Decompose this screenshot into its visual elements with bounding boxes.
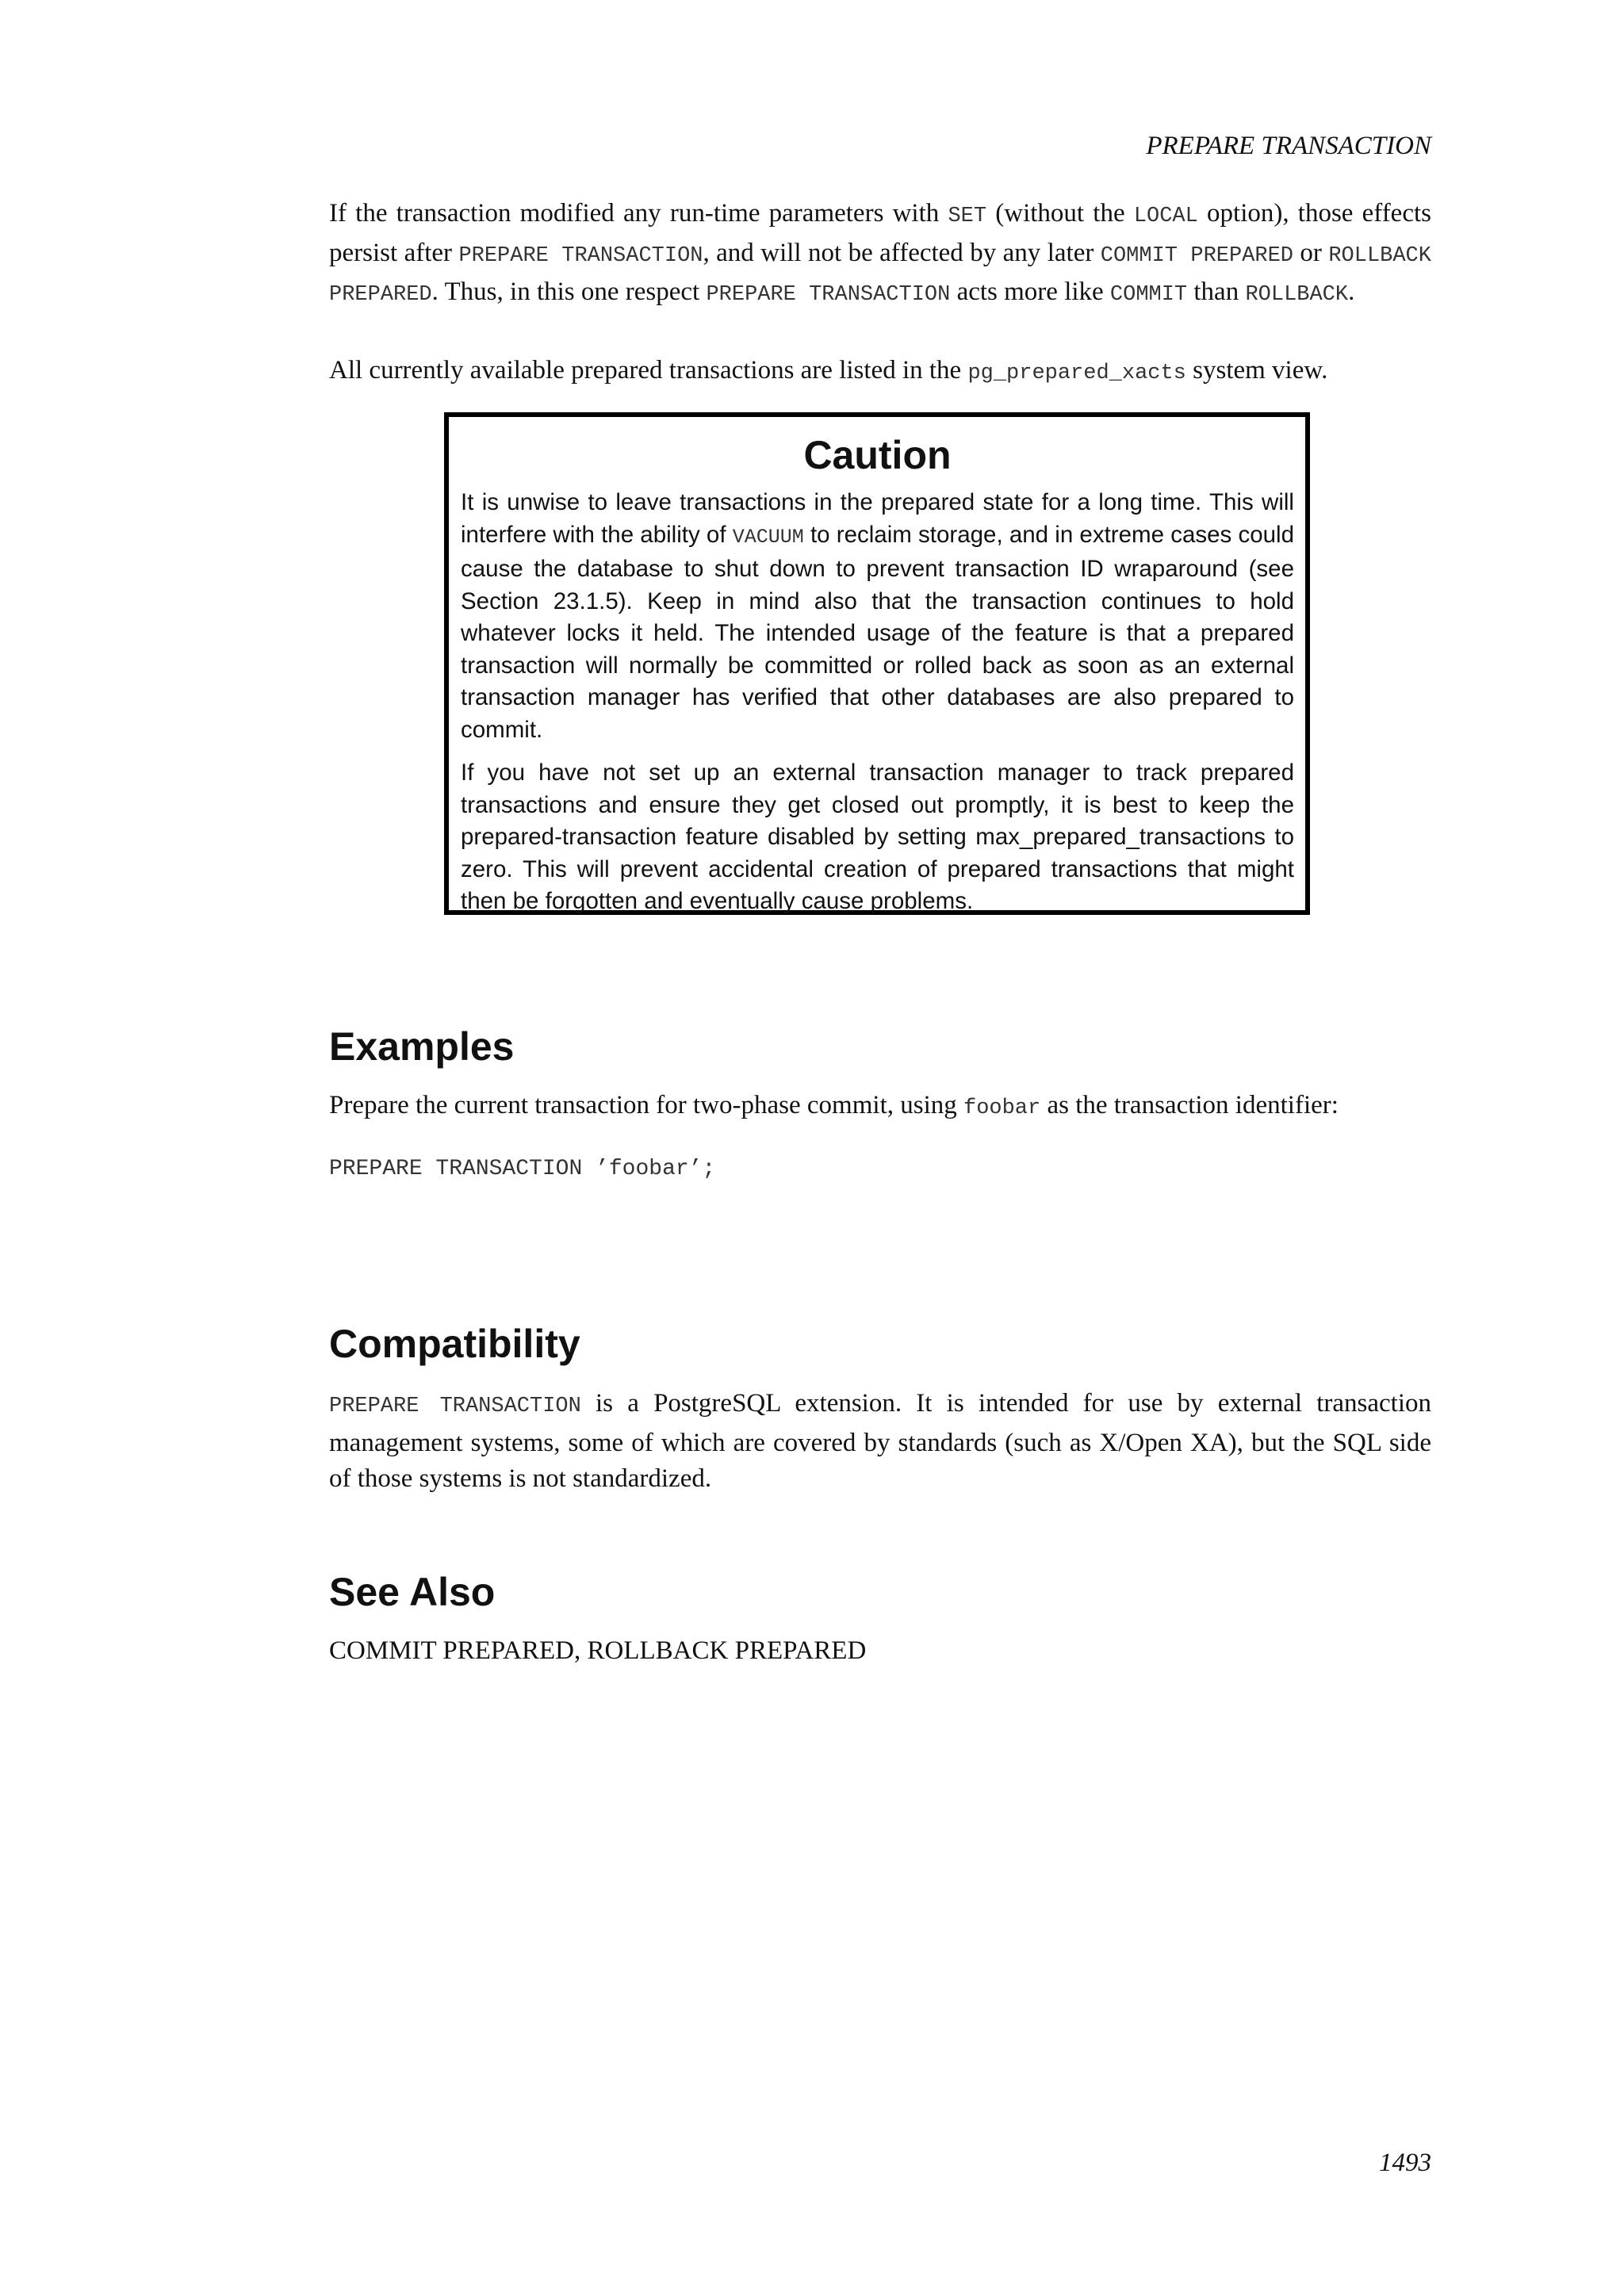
example-code-block: PREPARE TRANSACTION ’foobar’;: [329, 1157, 716, 1181]
text-run: If the transaction modified any run-time parameters with: [329, 199, 948, 228]
text-run: than: [1187, 277, 1246, 306]
code-pg-prepared-xacts: pg_prepared_xacts: [967, 362, 1186, 385]
caution-paragraph-external-manager: If you have not set up an external transaction manager to track prepared transactions and ensure they get closed out promptly, it is best to keep the prepared-transaction feature disabled by setting max_prepared_transactions to zero. This will prevent accidental creation of prepared transactions that might then be forgotten and eventually cause problems.: [461, 760, 1294, 914]
text-run: , and will not be affected by any later: [703, 238, 1101, 267]
code-prepare-transaction: PREPARE TRANSACTION: [329, 1395, 581, 1418]
code-vacuum: VACUUM: [732, 525, 804, 549]
compatibility-paragraph: [329, 1386, 1431, 1498]
compatibility-heading: Compatibility: [329, 1322, 580, 1366]
text-run: Prepare the current transaction for two-phase commit, using: [329, 1091, 963, 1119]
examples-paragraph: [329, 1088, 1431, 1127]
text-run: . Thus, in this one respect: [431, 277, 707, 306]
running-header: PREPARE TRANSACTION: [1146, 132, 1431, 160]
see-also-heading: See Also: [329, 1570, 496, 1614]
caution-box: [444, 412, 1310, 915]
text-run: as the transaction identifier:: [1040, 1091, 1339, 1119]
page-number: 1493: [1379, 2149, 1431, 2177]
code-prepare-transaction: PREPARE TRANSACTION: [706, 283, 951, 307]
see-also-links: COMMIT PREPARED, ROLLBACK PREPARED: [329, 1636, 867, 1665]
text-run: All currently available prepared transactions are listed in the: [329, 356, 968, 385]
text-run: (without the: [986, 199, 1134, 228]
text-run: option), those effects persist after: [329, 199, 1431, 267]
text-run: It is unwise to leave transactions in the prepared state for a long time. This will interfere with the ability of: [461, 489, 1294, 548]
intro-paragraph-run-time-parameters: [329, 196, 1431, 314]
code-commit: COMMIT: [1109, 283, 1188, 307]
code-local: LOCAL: [1133, 205, 1198, 228]
intro-paragraph-system-view: [329, 353, 1431, 392]
code-rollback-prepared: ROLLBACK PREPARED: [329, 243, 1431, 307]
caution-paragraph-unwise: [461, 487, 1294, 746]
text-run: or: [1293, 238, 1329, 267]
text-run: acts more like: [950, 277, 1110, 306]
text-run: to reclaim storage, and in extreme cases could cause the database to shut down to prevent transaction ID wraparound (see Section 23.1.5). Keep in mind also that the transaction continues to hold whatever locks it held. The intended usage of the feature is that a prepared transaction will normally be committed or rolled back as soon as an external transaction manager has verified that other databases are also prepared to commit.: [461, 521, 1294, 743]
code-rollback: ROLLBACK: [1245, 283, 1349, 307]
text-run: system view.: [1185, 356, 1328, 385]
examples-heading: Examples: [329, 1024, 515, 1069]
code-foobar: foobar: [963, 1096, 1041, 1120]
code-set: SET: [948, 205, 987, 228]
code-commit-prepared: COMMIT PREPARED: [1100, 243, 1293, 268]
code-prepare-transaction: PREPARE TRANSACTION: [458, 243, 703, 268]
text-run: .: [1348, 277, 1355, 306]
text-run: is a PostgreSQL extension. It is intended for use by external transaction management systems, some of which are covered by standards (such as X/Open XA), but the SQL side of those systems is not standardized.: [329, 1389, 1432, 1493]
caution-title: Caution: [803, 433, 952, 477]
